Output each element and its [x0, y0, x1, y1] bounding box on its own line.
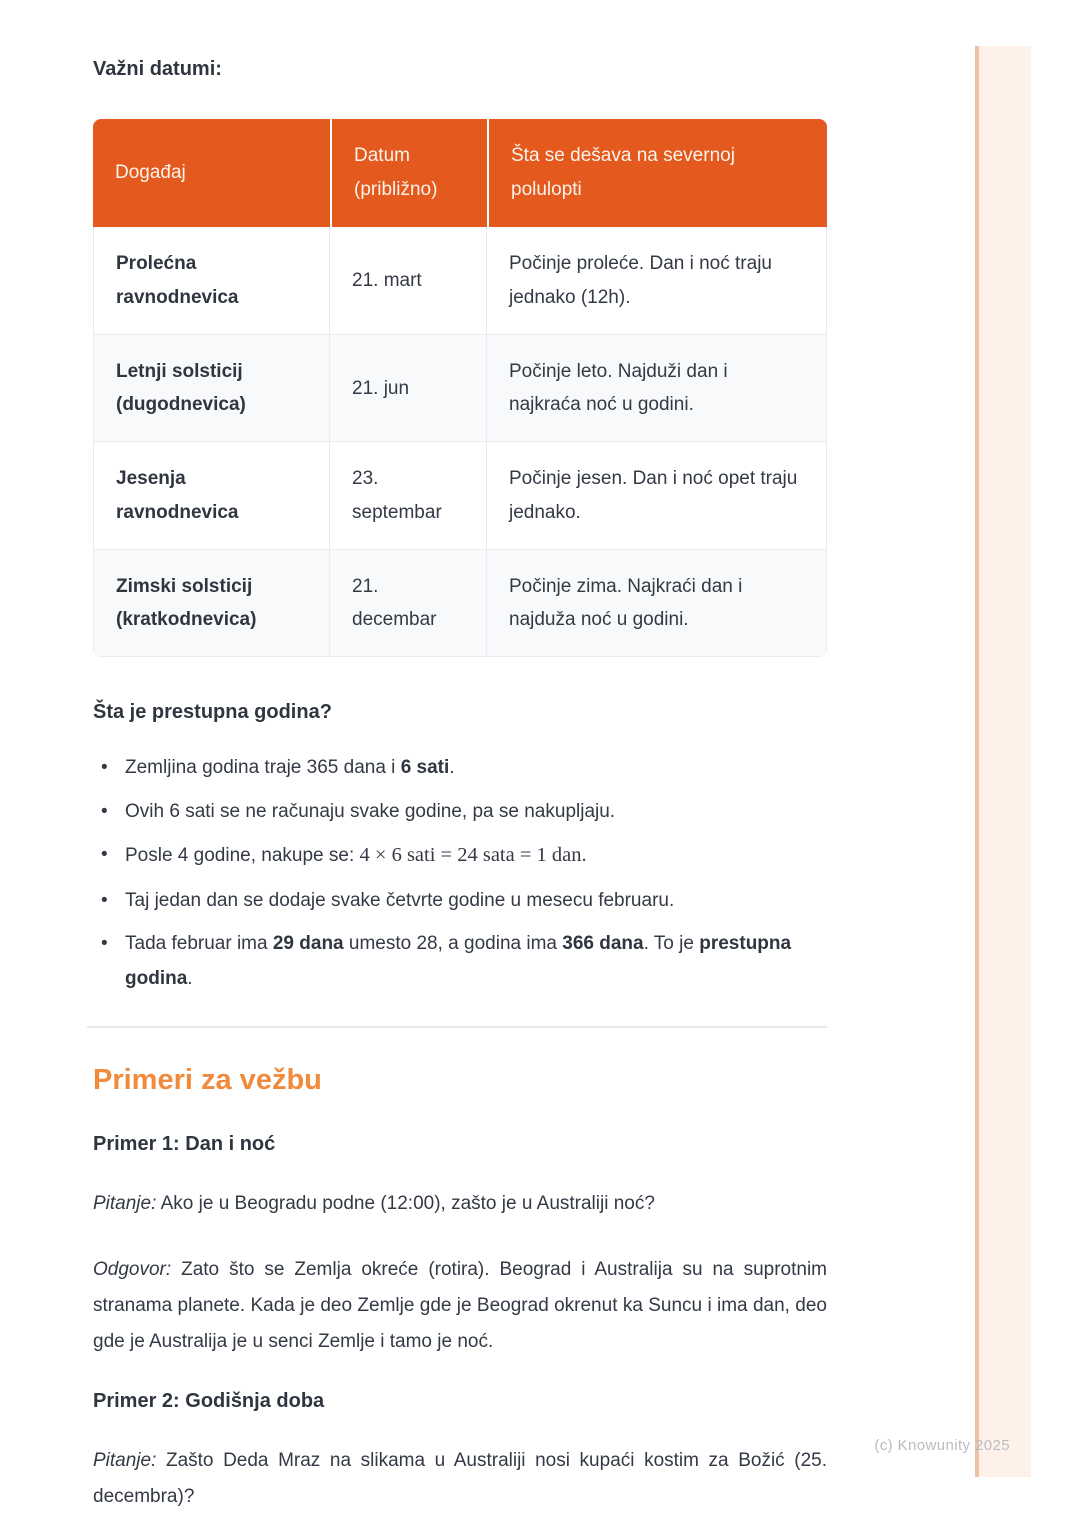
list-item [93, 837, 827, 875]
desc-cell: Počinje jesen. Dan i noć opet traju jednako. [487, 442, 827, 550]
event-cell: Letnji solsticij (dugodnevica) [93, 335, 330, 443]
list-item-bold: 29 dana [272, 932, 344, 954]
header-date: Datum (približno) [330, 119, 487, 227]
list-item-text: . [187, 967, 193, 989]
list-item-text: . To je [643, 932, 700, 954]
section-divider [87, 1026, 827, 1028]
watermark: (c) Knowunity 2025 [874, 1437, 1010, 1454]
section-heading-examples: Primeri za vežbu [93, 1064, 322, 1096]
question-label: Pitanje: [93, 1450, 157, 1472]
table-row [93, 550, 827, 658]
list-item-bold: 6 sati [400, 757, 450, 779]
table-header-row [93, 119, 827, 227]
date-cell: 21. mart [330, 227, 487, 335]
answer-text: Zato što se Zemlja okreće (rotira). Beograd i Australija su na suprotnim stranama planete. Kada je deo Zemlje gde je Beograd okrenut ka Suncu i ima dan, deo gde je Australija je u senci Zemlje i tamo je noć. [93, 1259, 827, 1353]
example-1-question [93, 1186, 827, 1222]
section-heading-important-dates: Važni datumi: [93, 58, 222, 80]
event-cell: Zimski solsticij (kratkodnevica) [93, 550, 330, 658]
math-expression: 4 × 6 sati = 24 sata = 1 dan. [359, 843, 587, 866]
desc-cell: Počinje zima. Najkraći dan i najduža noć u godini. [487, 550, 827, 658]
list-item-text: . [449, 757, 455, 779]
list-item: • Ovih 6 sati se ne računaju svake godine, pa se nakupljaju. [93, 794, 827, 829]
table-row [93, 335, 827, 443]
header-event: Događaj [93, 119, 330, 227]
list-item-bold: prestupna godina [125, 932, 792, 989]
list-item [93, 926, 827, 996]
question-text: Zašto Deda Mraz na slikama u Australiji nosi kupaći kostim za Božić (25. decembra)? [93, 1450, 827, 1508]
table-row [93, 227, 827, 335]
question-text: Ako je u Beogradu podne (12:00), zašto je u Australiji noć? [156, 1193, 655, 1214]
example-1-answer [93, 1252, 827, 1360]
date-cell: 21. jun [330, 335, 487, 443]
date-cell: 21. decembar [330, 550, 487, 658]
list-item: • Taj jedan dan se dodaje svake četvrte godine u mesecu februaru. [93, 883, 827, 918]
desc-cell: Počinje leto. Najduži dan i najkraća noć u godini. [487, 335, 827, 443]
list-item [93, 750, 827, 785]
section-heading-leap-year: Šta je prestupna godina? [93, 701, 332, 724]
leap-year-bullet-list [93, 750, 827, 996]
event-cell: Jesenja ravnodnevica [93, 442, 330, 550]
answer-label: Odgovor: [93, 1259, 172, 1281]
event-cell: Prolećna ravnodnevica [93, 227, 330, 335]
header-description: Šta se dešava na severnoj polulopti [487, 119, 827, 227]
desc-cell: Počinje proleće. Dan i noć traju jednako (12h). [487, 227, 827, 335]
right-margin-strip [975, 46, 1031, 1477]
list-item-text: Posle 4 godine, nakupe se: [125, 844, 360, 866]
important-dates-table [93, 119, 827, 657]
list-item-text: umesto 28, a godina ima [343, 932, 563, 954]
question-label: Pitanje: [93, 1193, 157, 1214]
list-item-bold: 366 dana [562, 932, 644, 954]
example-2-question [93, 1443, 827, 1515]
table-row [93, 442, 827, 550]
example-1-title: Primer 1: Dan i noć [93, 1133, 276, 1155]
example-2-title: Primer 2: Godišnja doba [93, 1390, 325, 1413]
list-item-text: Zemljina godina traje 365 dana i [125, 757, 401, 779]
date-cell: 23. septembar [330, 442, 487, 550]
list-item-text: Tada februar ima [125, 932, 273, 954]
